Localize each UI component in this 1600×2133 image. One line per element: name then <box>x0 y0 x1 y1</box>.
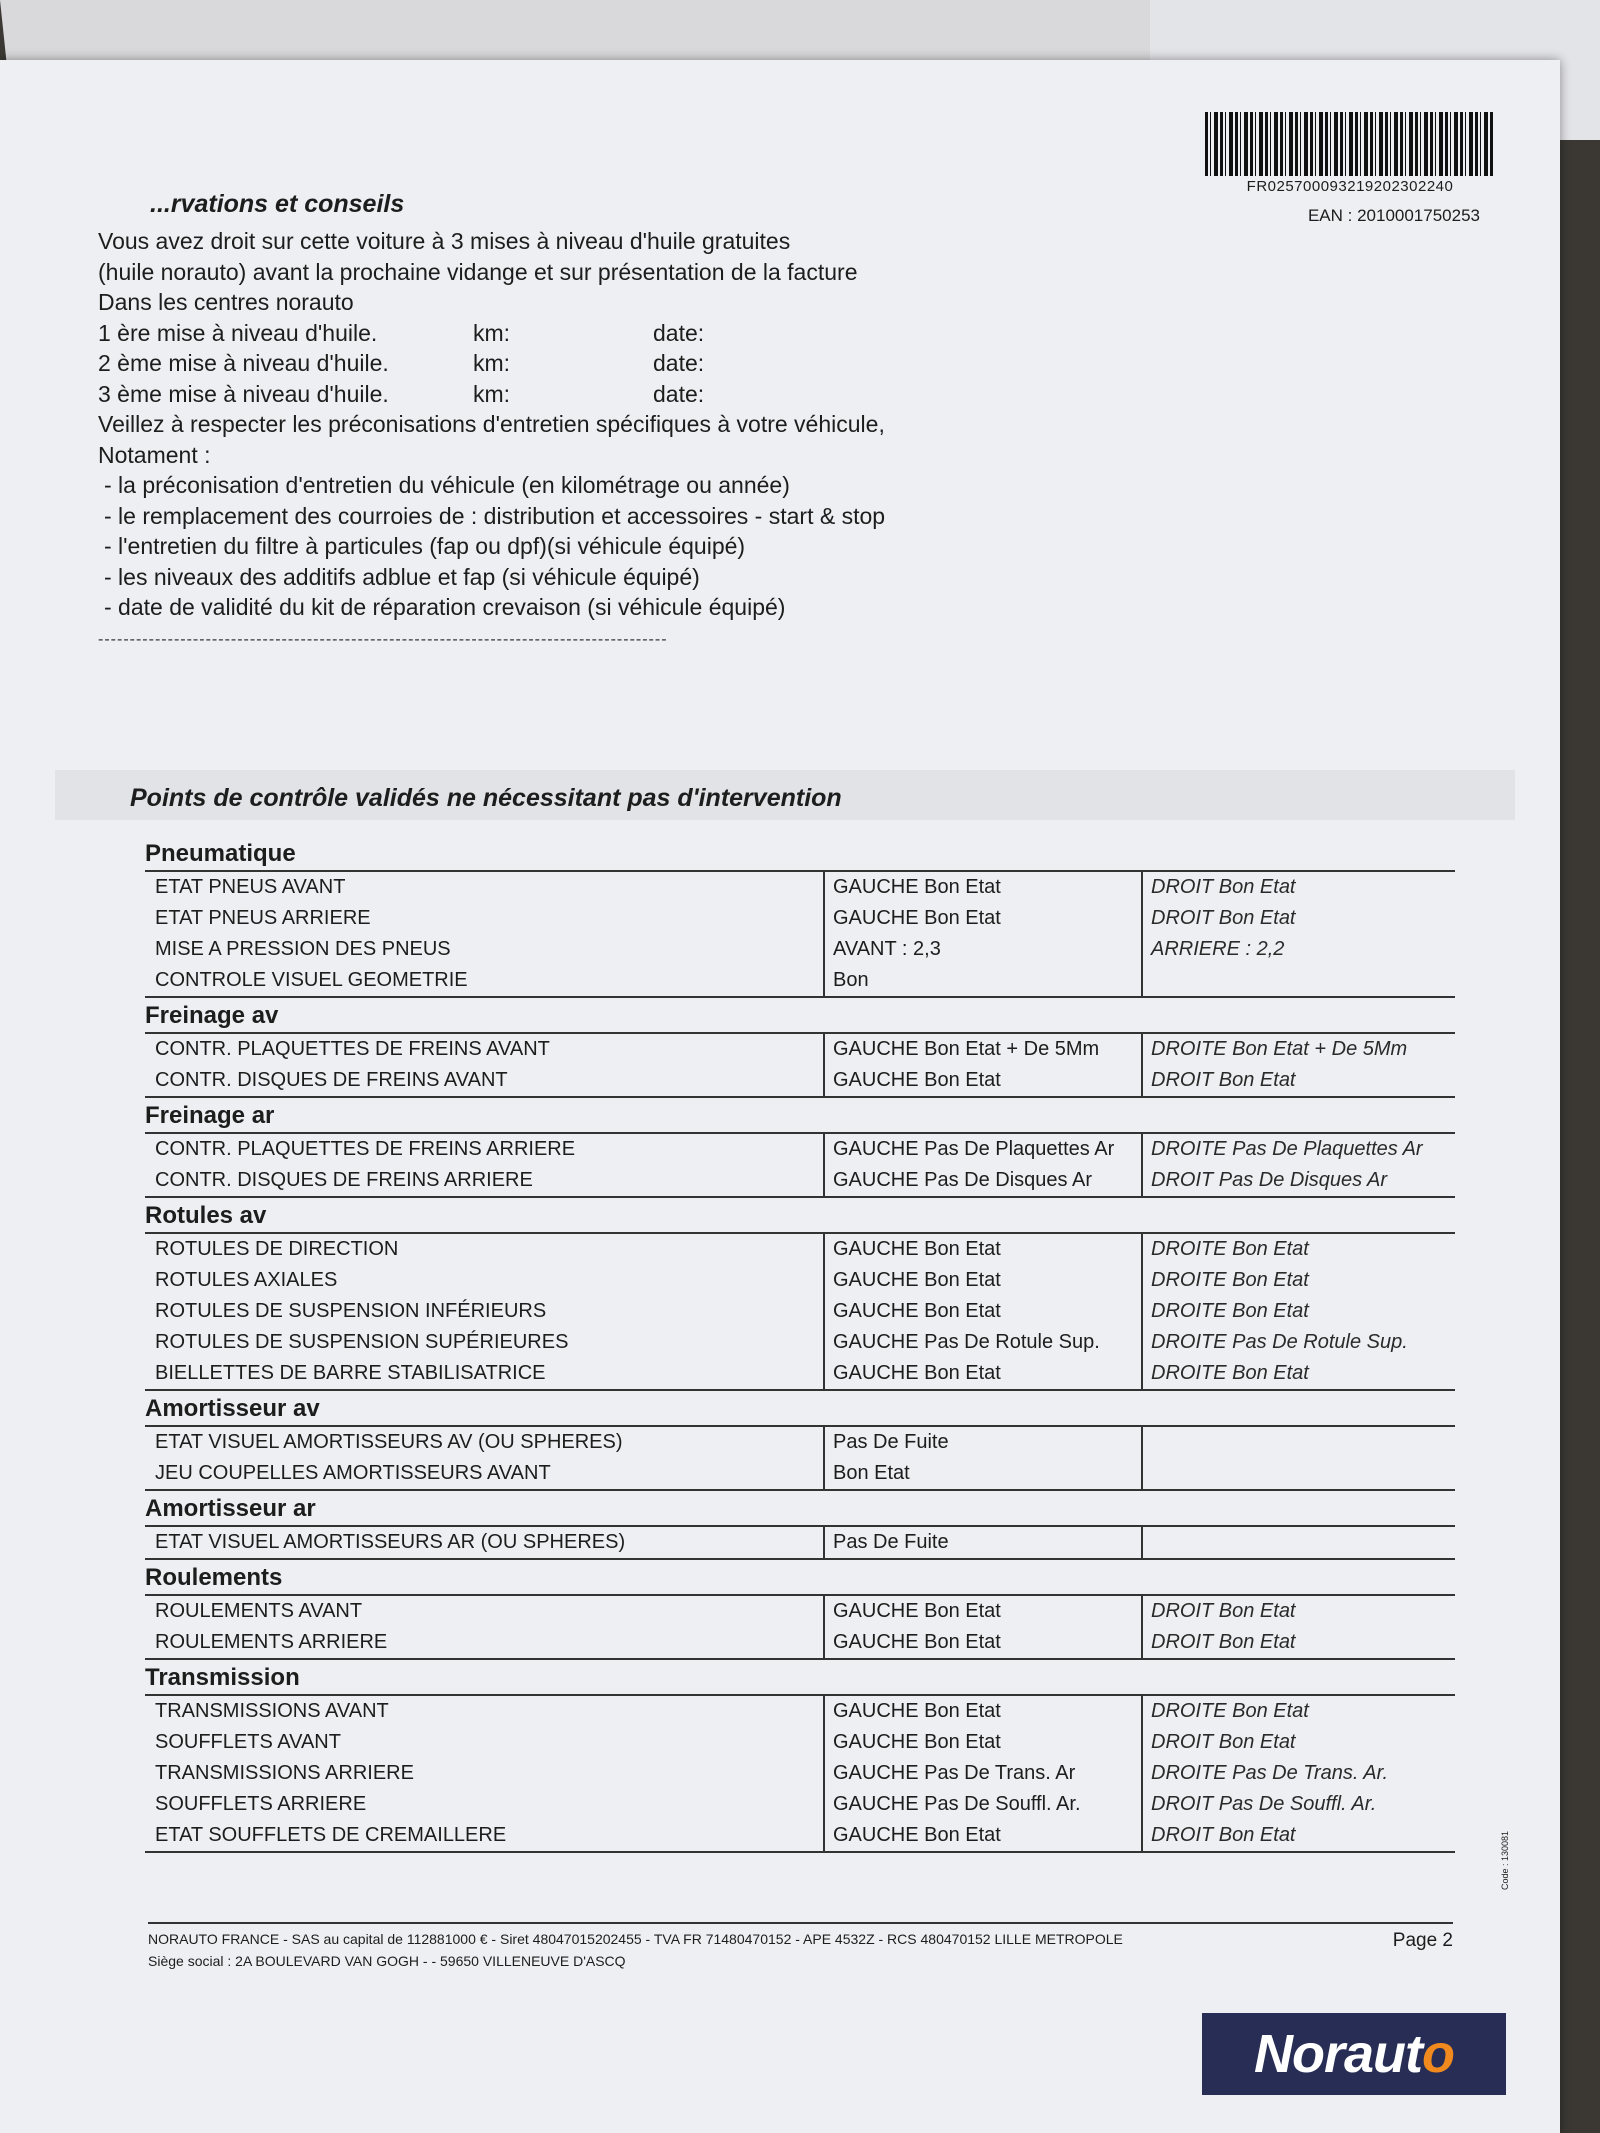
left-result: GAUCHE Pas De Souffl. Ar. <box>824 1789 1142 1820</box>
right-result: DROITE Bon Etat <box>1142 1233 1455 1265</box>
oil-line-km: km: <box>473 350 511 376</box>
table-row <box>145 1233 1455 1265</box>
observations-body <box>98 226 1098 655</box>
check-label: ROULEMENTS AVANT <box>155 1600 363 1622</box>
check-group-table <box>145 1232 1455 1391</box>
right-result: DROIT Bon Etat <box>1142 1727 1455 1758</box>
left-result: GAUCHE Bon Etat <box>824 903 1142 934</box>
table-row <box>145 1327 1455 1358</box>
check-label: CONTR. PLAQUETTES DE FREINS ARRIERE <box>155 1138 576 1160</box>
ean-number: EAN : 2010001750253 <box>1307 206 1480 225</box>
check-group-title: Roulements <box>145 1564 283 1591</box>
left-result: GAUCHE Bon Etat <box>824 871 1142 903</box>
table-row <box>145 1595 1455 1627</box>
check-label: JEU COUPELLES AMORTISSEURS AVANT <box>155 1462 551 1484</box>
right-result: DROIT Bon Etat <box>1142 1627 1455 1659</box>
oil-line-date: date: <box>653 350 705 376</box>
left-result: GAUCHE Pas De Trans. Ar <box>824 1758 1142 1789</box>
right-result: DROITE Pas De Rotule Sup. <box>1142 1327 1455 1358</box>
check-label: ROTULES DE SUSPENSION SUPÉRIEURES <box>155 1331 569 1353</box>
left-result: GAUCHE Pas De Disques Ar <box>824 1165 1142 1197</box>
right-result <box>1142 965 1455 997</box>
check-group-title: Amortisseur ar <box>145 1495 316 1522</box>
table-row <box>145 1296 1455 1327</box>
left-result: GAUCHE Bon Etat <box>824 1820 1142 1852</box>
check-group-table <box>145 1425 1455 1491</box>
left-result: GAUCHE Bon Etat <box>824 1727 1142 1758</box>
check-label: ETAT VISUEL AMORTISSEURS AV (OU SPHERES) <box>155 1431 623 1453</box>
check-label: CONTR. DISQUES DE FREINS ARRIERE <box>155 1169 533 1191</box>
left-result: GAUCHE Bon Etat <box>824 1296 1142 1327</box>
checks-section-title: Points de contrôle validés ne nécessitant pas d'intervention <box>55 770 1515 820</box>
right-result: DROIT Bon Etat <box>1142 1820 1455 1852</box>
check-group-table <box>145 1694 1455 1853</box>
check-label: BIELLETTES DE BARRE STABILISATRICE <box>155 1362 546 1384</box>
right-result: DROITE Bon Etat <box>1142 1358 1455 1390</box>
check-label: CONTR. PLAQUETTES DE FREINS AVANT <box>155 1038 550 1060</box>
oil-level-line <box>98 379 1098 410</box>
right-result: DROITE Pas De Plaquettes Ar <box>1142 1133 1455 1165</box>
document-page <box>0 60 1560 2133</box>
advice-item: - date de validité du kit de réparation crevaison (si véhicule équipé) <box>104 594 786 620</box>
oil-line-label: 3 ème mise à niveau d'huile. <box>98 380 389 407</box>
oil-line-km: km: <box>473 380 511 407</box>
check-label: ETAT SOUFFLETS DE CREMAILLERE <box>155 1824 507 1846</box>
left-result: GAUCHE Bon Etat <box>824 1695 1142 1727</box>
footer-legal: NORAUTO FRANCE - SAS au capital de 112881000 € - Siret 48047015202455 - TVA FR 71480470152 - APE 4532Z - RCS 480470152 LILLE METROPOLE <box>148 1931 1123 1947</box>
check-label: ROTULES AXIALES <box>155 1269 338 1291</box>
barcode-block <box>1200 112 1500 195</box>
check-label: CONTROLE VISUEL GEOMETRIE <box>155 969 468 991</box>
barcode <box>1205 112 1495 176</box>
right-result: DROITE Bon Etat <box>1142 1296 1455 1327</box>
right-result: ARRIERE : 2,2 <box>1142 934 1455 965</box>
right-result: DROIT Bon Etat <box>1142 871 1455 903</box>
table-row <box>145 1758 1455 1789</box>
check-group-table <box>145 1594 1455 1660</box>
check-group-title: Pneumatique <box>145 840 296 867</box>
table-row <box>145 1133 1455 1165</box>
respect-line: Veillez à respecter les préconisations d'entretien spécifiques à votre véhicule, <box>98 411 885 437</box>
intro-line: Vous avez droit sur cette voiture à 3 mises à niveau d'huile gratuites <box>98 228 791 254</box>
right-result <box>1142 1426 1455 1458</box>
left-result: Pas De Fuite <box>824 1426 1142 1458</box>
table-row <box>145 1065 1455 1097</box>
left-result: GAUCHE Pas De Rotule Sup. <box>824 1327 1142 1358</box>
check-label: SOUFFLETS ARRIERE <box>155 1793 367 1815</box>
check-label: TRANSMISSIONS AVANT <box>155 1700 389 1722</box>
table-row <box>145 1458 1455 1490</box>
right-result: DROITE Pas De Trans. Ar. <box>1142 1758 1455 1789</box>
side-code: Code : 130081 <box>1500 1830 1510 1890</box>
oil-level-line <box>98 318 1098 349</box>
right-result: DROIT Bon Etat <box>1142 1065 1455 1097</box>
check-label: ROTULES DE DIRECTION <box>155 1238 399 1260</box>
notamment-line: Notament : <box>98 441 211 468</box>
left-result: GAUCHE Bon Etat <box>824 1265 1142 1296</box>
check-group-table <box>145 1525 1455 1560</box>
right-result: DROIT Bon Etat <box>1142 903 1455 934</box>
right-result: DROIT Pas De Souffl. Ar. <box>1142 1789 1455 1820</box>
footer-address: Siège social : 2A BOULEVARD VAN GOGH - - 59650 VILLENEUVE D'ASCQ <box>148 1953 626 1969</box>
table-row <box>145 1358 1455 1390</box>
table-row <box>145 1789 1455 1820</box>
oil-line-label: 1 ère mise à niveau d'huile. <box>98 319 378 346</box>
check-group-table <box>145 870 1455 998</box>
oil-level-line <box>98 348 1098 379</box>
check-label: ETAT VISUEL AMORTISSEURS AR (OU SPHERES) <box>155 1531 626 1553</box>
check-group-title: Freinage av <box>145 1002 279 1029</box>
check-group-table <box>145 1132 1455 1198</box>
check-group-title: Rotules av <box>145 1202 267 1229</box>
right-result: DROITE Bon Etat <box>1142 1265 1455 1296</box>
advice-item: - les niveaux des additifs adblue et fap (si véhicule équipé) <box>104 563 700 590</box>
table-row <box>145 965 1455 997</box>
dashed-separator: ------------------------------------------------------------------------------------------ <box>98 630 668 648</box>
check-group-title: Amortisseur av <box>145 1395 320 1422</box>
check-group-title: Freinage ar <box>145 1102 275 1129</box>
table-row <box>145 1526 1455 1559</box>
right-result: DROITE Bon Etat + De 5Mm <box>1142 1033 1455 1065</box>
left-result: GAUCHE Bon Etat <box>824 1233 1142 1265</box>
left-result: Bon Etat <box>824 1458 1142 1490</box>
check-label: CONTR. DISQUES DE FREINS AVANT <box>155 1069 508 1091</box>
check-label: ETAT PNEUS AVANT <box>155 876 346 898</box>
norauto-logo: Norau t o <box>1202 2013 1506 2095</box>
right-result: DROITE Bon Etat <box>1142 1695 1455 1727</box>
oil-line-date: date: <box>653 380 705 407</box>
advice-item: - la préconisation d'entretien du véhicule (en kilométrage ou année) <box>104 472 790 498</box>
table-row <box>145 1265 1455 1296</box>
check-group-title: Transmission <box>145 1664 300 1691</box>
oil-line-label: 2 ème mise à niveau d'huile. <box>98 350 389 376</box>
table-row <box>145 1820 1455 1852</box>
observations-title: ...rvations et conseils <box>150 190 405 218</box>
table-row <box>145 1165 1455 1197</box>
check-label: MISE A PRESSION DES PNEUS <box>155 938 451 960</box>
check-label: SOUFFLETS AVANT <box>155 1731 341 1753</box>
left-result: AVANT : 2,3 <box>824 934 1142 965</box>
right-result <box>1142 1458 1455 1490</box>
left-result: GAUCHE Bon Etat <box>824 1358 1142 1390</box>
check-label: ETAT PNEUS ARRIERE <box>155 907 371 929</box>
footer <box>148 1922 1453 1972</box>
table-row <box>145 1695 1455 1727</box>
left-result: GAUCHE Bon Etat + De 5Mm <box>824 1033 1142 1065</box>
check-label: TRANSMISSIONS ARRIERE <box>155 1762 414 1784</box>
page-number: Page 2 <box>1392 1930 1453 1951</box>
left-result: GAUCHE Bon Etat <box>824 1065 1142 1097</box>
oil-line-date: date: <box>653 319 705 346</box>
advice-item: - le remplacement des courroies de : distribution et accessoires - start & stop <box>104 502 886 529</box>
intro-line: Dans les centres norauto <box>98 289 354 315</box>
table-row <box>145 871 1455 903</box>
right-result: DROIT Bon Etat <box>1142 1595 1455 1627</box>
left-result: Pas De Fuite <box>824 1526 1142 1559</box>
table-row <box>145 1727 1455 1758</box>
table-row <box>145 1426 1455 1458</box>
check-label: ROULEMENTS ARRIERE <box>155 1631 388 1653</box>
checks-container <box>145 838 1455 1855</box>
check-label: ROTULES DE SUSPENSION INFÉRIEURS <box>155 1300 547 1322</box>
left-result: Bon <box>824 965 1142 997</box>
table-row <box>145 934 1455 965</box>
table-row <box>145 1627 1455 1659</box>
barcode-number: FR025700093219202302240 <box>1246 178 1454 195</box>
right-result: DROIT Pas De Disques Ar <box>1142 1165 1455 1197</box>
table-row <box>145 903 1455 934</box>
intro-line: (huile norauto) avant la prochaine vidange et sur présentation de la facture <box>98 258 858 285</box>
check-group-table <box>145 1032 1455 1098</box>
left-result: GAUCHE Pas De Plaquettes Ar <box>824 1133 1142 1165</box>
left-result: GAUCHE Bon Etat <box>824 1627 1142 1659</box>
table-row <box>145 1033 1455 1065</box>
left-result: GAUCHE Bon Etat <box>824 1595 1142 1627</box>
right-result <box>1142 1526 1455 1559</box>
oil-line-km: km: <box>473 319 511 346</box>
advice-item: - l'entretien du filtre à particules (fap ou dpf)(si véhicule équipé) <box>104 533 746 559</box>
